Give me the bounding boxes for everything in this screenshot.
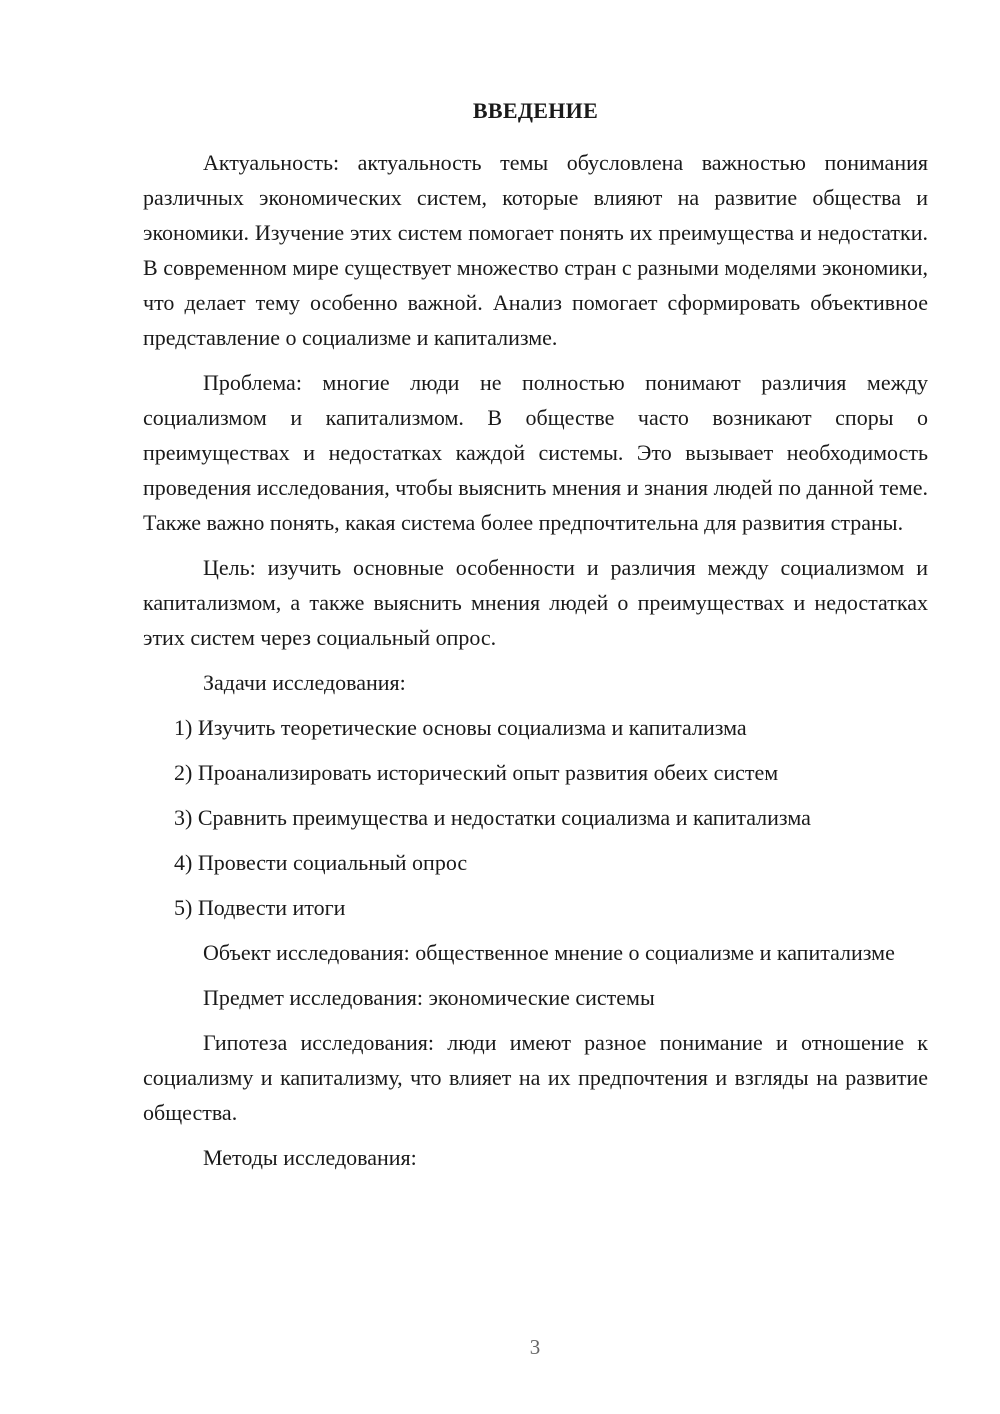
goal-paragraph: Цель: изучить основные особенности и различия между социализмом и капитализмом, а также выяснить мнения людей о преимуществах и недостатках этих систем через социальный опрос. <box>143 555 928 650</box>
task-item-3: 3) Сравнить преимущества и недостатки социализма и капитализма <box>174 805 811 830</box>
relevance-paragraph: Актуальность: актуальность темы обусловлена важностью понимания различных экономических систем, которые влияют на развитие общества и экономики. Изучение этих систем помогает понять их преимущества и недостатки. В современном мире существует множество стран с разными моделями экономики, что делает тему особенно важной. Анализ помогает сформировать объективное представление о социализме и капитализме. <box>143 150 928 350</box>
object-paragraph: Объект исследования: общественное мнение о социализме и капитализме <box>203 940 895 965</box>
page-content <box>143 98 928 1185</box>
task-item-5: 5) Подвести итоги <box>174 895 346 920</box>
hypothesis-paragraph: Гипотеза исследования: люди имеют разное понимание и отношение к социализму и капитализму, что влияет на их предпочтения и взгляды на развитие общества. <box>143 1030 928 1125</box>
page-number: 3 <box>529 1335 541 1359</box>
task-item-2: 2) Проанализировать исторический опыт развития обеих систем <box>174 760 779 785</box>
task-item-1: 1) Изучить теоретические основы социализма и капитализма <box>174 715 747 740</box>
task-item-4: 4) Провести социальный опрос <box>174 850 468 875</box>
tasks-list <box>143 710 928 925</box>
subject-paragraph: Предмет исследования: экономические системы <box>203 985 655 1010</box>
methods-label: Методы исследования: <box>203 1145 417 1170</box>
tasks-label: Задачи исследования: <box>203 670 406 695</box>
page-title: ВВЕДЕНИЕ <box>472 98 599 123</box>
problem-paragraph: Проблема: многие люди не полностью понимают различия между социализмом и капитализмом. В обществе часто возникают споры о преимуществах и недостатках каждой системы. Это вызывает необходимость проведения исследования, чтобы выяснить мнения и знания людей по данной теме. Также важно понять, какая система более предпочтительна для развития страны. <box>143 370 928 535</box>
